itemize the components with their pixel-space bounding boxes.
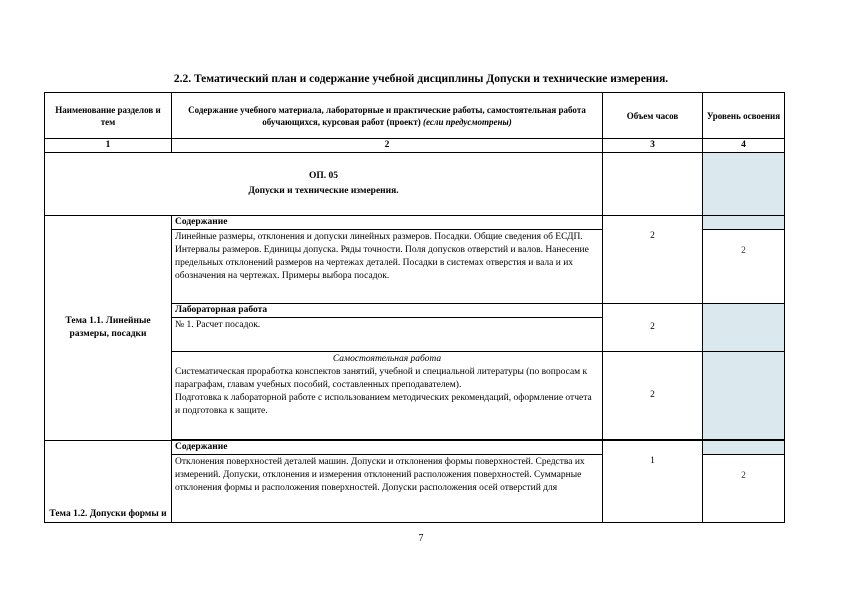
topic1-content-hours: 2	[603, 216, 703, 304]
topic1-lab-label: Лабораторная работа	[172, 304, 603, 318]
topic1-label-level-cell	[703, 216, 785, 230]
section-level-cell	[703, 153, 785, 216]
topic1-self-cell	[172, 352, 603, 440]
section-name: Допуски и технические измерения.	[248, 186, 399, 196]
topic1-title: Тема 1.1. Линейные размеры, посадки	[45, 216, 172, 441]
header-sections: Наименование разделов и тем	[45, 93, 172, 139]
topic2-content-label: Содержание	[172, 441, 603, 455]
topic2-content-label-row	[45, 441, 785, 455]
section-hours-cell	[603, 153, 703, 216]
column-number: 4	[703, 139, 785, 153]
section-code: ОП. 05	[308, 171, 339, 181]
column-number: 2	[172, 139, 603, 153]
header-content-note: (если предусмотрены)	[423, 116, 512, 127]
topic1-self-text1: Систематическая проработка конспектов занятий, учебной и специальной литературы (по вопросам к параграфам, главам учебных пособий, составленных преподавателем).	[175, 367, 588, 390]
column-number: 3	[603, 139, 703, 153]
topic1-lab-hours: 2	[603, 304, 703, 352]
page-number: 7	[418, 533, 424, 544]
table-header-row	[45, 93, 785, 139]
topic1-content-label: Содержание	[172, 216, 603, 230]
topic1-content-text: Линейные размеры, отклонения и допуски линейных размеров. Посадки. Общие сведения об ЕСДП. Интервалы размеров. Единицы допуска. Ряды точности. Поля допусков отверстий и валов. Нанесение предельных отклонений размеров на чертежах деталей. Посадки в системах отверстия и вала и их обозначения на чертежах. Примеры выбора посадок.	[172, 230, 603, 304]
column-number-row	[45, 139, 785, 153]
topic1-self-level-cell	[703, 352, 785, 440]
header-content: Содержание учебного материала, лабораторные и практические работы, самостоятельная работа обучающихся, курсовая работ (проект) (если предусмотрены)	[172, 93, 603, 139]
column-number: 1	[45, 139, 172, 153]
topic2-content-hours: 1	[603, 441, 703, 523]
topic1-self-hours: 2	[603, 352, 703, 440]
topic1-content-label-row	[45, 216, 785, 230]
document-title: 2.2. Тематический план и содержание учебной дисциплины Допуски и технические измерения.	[173, 73, 669, 85]
section-row	[45, 153, 785, 216]
thematic-plan-table	[44, 92, 785, 523]
topic1-self-label: Самостоятельная работа	[332, 354, 442, 364]
section-title	[45, 153, 603, 216]
topic2-label-level-cell	[703, 441, 785, 455]
header-level: Уровень освоения	[703, 93, 785, 139]
topic2-content-level: 2	[703, 455, 785, 523]
topic1-content-level: 2	[703, 230, 785, 304]
topic2-title: Тема 1.2. Допуски формы и	[45, 441, 172, 523]
header-hours: Объем часов	[603, 93, 703, 139]
topic1-self-text2: Подготовка к лабораторной работе с использованием методических рекомендаций, оформление отчета и подготовка к защите.	[175, 393, 592, 416]
topic1-lab-text: № 1. Расчет посадок.	[172, 318, 603, 352]
topic1-lab-level-cell	[703, 304, 785, 352]
topic2-content-text: Отклонения поверхностей деталей машин. Допуски и отклонения формы поверхностей. Средства их измерений. Допуски, отклонения и измерения отклонений расположения поверхностей. Суммарные отклонения формы и расположения поверхностей. Допуски расположения осей отверстий для	[172, 455, 603, 523]
